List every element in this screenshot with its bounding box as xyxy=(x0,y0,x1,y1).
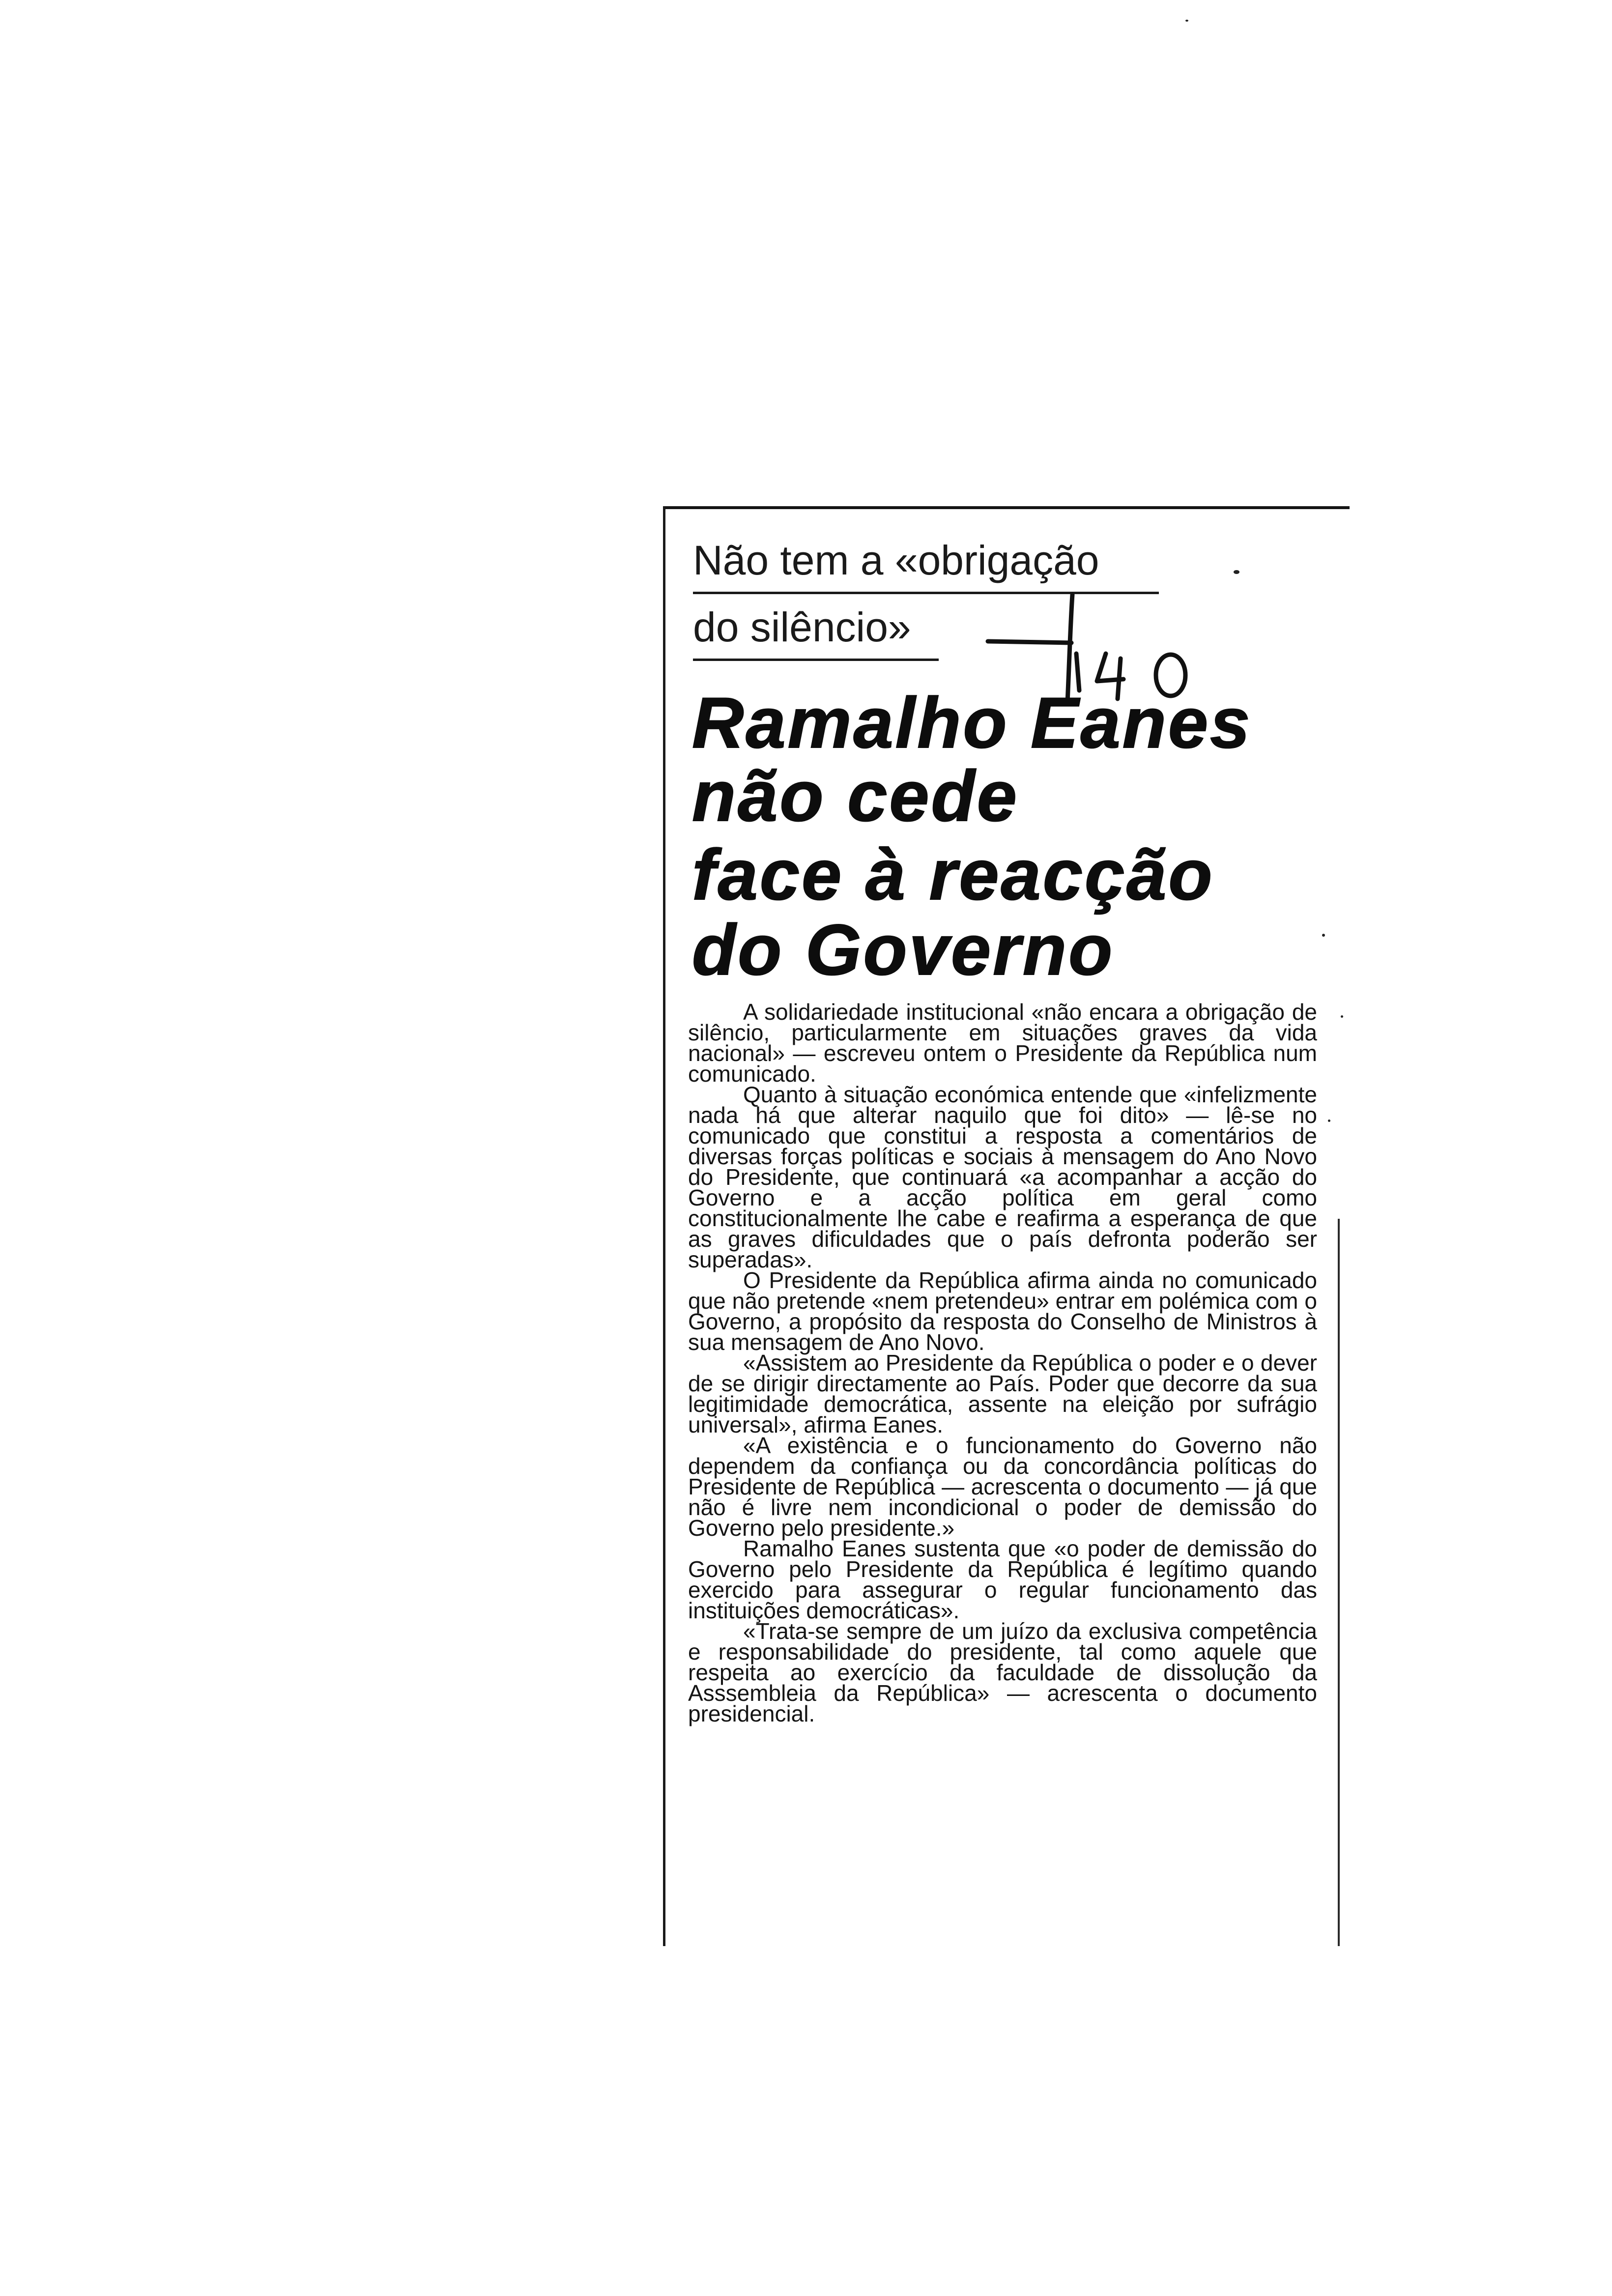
article-paragraph: «A existência e o funcionamento do Governo não dependem da confiança ou da concordância políticas do Presidente de República — acrescenta o documento — já que não é livre nem incondicional o poder de demissão do Governo pelo presidente.» xyxy=(688,1433,1317,1541)
scan-speck xyxy=(1341,1015,1343,1018)
scan-speck xyxy=(1322,934,1325,937)
article-body xyxy=(688,999,1317,1726)
kicker-underline-2 xyxy=(693,659,939,661)
clipping-right-rule xyxy=(1338,1219,1340,1946)
article-paragraph: «Trata-se sempre de um juízo da exclusiva competência e responsabilidade do presidente, tal como aquele que respeita ao exercício da faculdade de dissolução da Asssembleia da República» — acrescenta o documento presidencial. xyxy=(688,1618,1317,1726)
headline-line-2: não cede xyxy=(692,756,1019,836)
scan-speck xyxy=(1234,570,1239,574)
scan-speck xyxy=(1328,1119,1330,1122)
kicker-line-2: do silêncio» xyxy=(693,604,911,650)
clipping-left-rule xyxy=(663,506,665,1946)
kicker-line-1: Não tem a «obrigação xyxy=(693,537,1099,583)
scan-speck xyxy=(1185,20,1188,22)
article-paragraph: Ramalho Eanes sustenta que «o poder de demissão do Governo pelo Presidente da República é legítimo quando exercido para assegurar o regular funcionamento das instituições democráticas». xyxy=(688,1536,1317,1623)
headline-line-1: Ramalho Eanes xyxy=(692,683,1252,763)
article-paragraph: Quanto à situação económica entende que «infelizmente nada há que alterar naquilo que foi dito» — lê-se no comunicado que constitui a resposta a comentários de diversas forças políticas e sociais à mensagem do Ano Novo do Presidente, que continuará «a acompanhar a acção do Governo e a acção política em geral como constitucionalmente lhe cabe e reafirma a esperança de que as graves dificuldades que o país defronta poderão ser superadas». xyxy=(688,1082,1317,1272)
article-paragraph: «Assistem ao Presidente da República o poder e o dever de se dirigir directamente ao País. Poder que decorre da sua legitimidade democrática, assente na eleição por sufrágio universal», afirma Eanes. xyxy=(688,1350,1317,1437)
article-paragraph: O Presidente da República afirma ainda no comunicado que não pretende «nem pretendeu» entrar em polémica com o Governo, a propósito da resposta do Conselho de Ministros à sua mensagem de Ano Novo. xyxy=(688,1267,1317,1355)
clipping-top-rule xyxy=(664,506,1350,509)
headline-line-3: face à reacção xyxy=(692,834,1214,915)
article-paragraph: A solidariedade institucional «não encara a obrigação de silêncio, particularmente em situações graves da vida nacional» — escreveu ontem o Presidente da República num comunicado. xyxy=(688,999,1317,1087)
headline-line-4: do Governo xyxy=(692,910,1115,990)
